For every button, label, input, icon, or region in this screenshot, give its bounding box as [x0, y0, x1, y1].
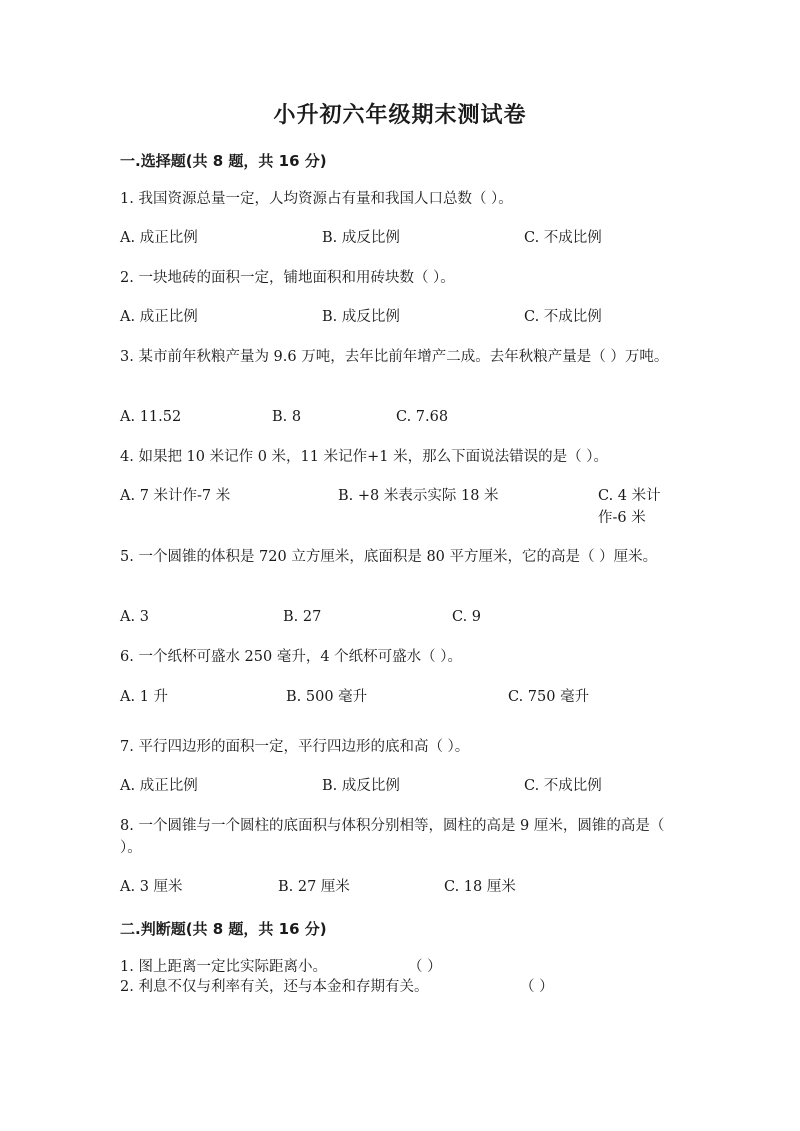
- question-3-option-a: A. 11.52: [120, 409, 182, 425]
- question-6-option-a: A. 1 升: [120, 689, 169, 705]
- question-3-stem: 3. 某市前年秋粮产量为 9.6 万吨，去年比前年增产二成。去年秋粮产量是（ ）万吨。: [120, 349, 669, 365]
- judgment-1-stem: 1. 图上距离一定比实际距离小。: [120, 959, 327, 975]
- question-7-option-a: A. 成正比例: [120, 778, 198, 794]
- question-6-stem: 6. 一个纸杯可盛水 250 毫升，4 个纸杯可盛水（ ）。: [120, 649, 463, 665]
- question-2-option-c: C. 不成比例: [524, 309, 602, 325]
- judgment-2-blank: （ ）: [520, 979, 554, 995]
- question-8-stem: 8. 一个圆锥与一个圆柱的底面积与体积分别相等，圆柱的高是 9 厘米，圆锥的高是（ ）。: [120, 818, 665, 856]
- question-1-option-c: C. 不成比例: [524, 230, 602, 246]
- question-2-stem: 2. 一块地砖的面积一定，铺地面积和用砖块数（ ）。: [120, 270, 455, 286]
- page-title: 小升初六年级期末测试卷: [273, 102, 527, 128]
- question-5-option-a: A. 3: [120, 609, 149, 625]
- question-5-option-c: C. 9: [452, 609, 482, 625]
- question-8-option-b: B. 27 厘米: [278, 879, 350, 895]
- question-2-option-b: B. 成反比例: [322, 309, 400, 325]
- judgment-2-stem: 2. 利息不仅与利率有关，还与本金和存期有关。: [120, 979, 429, 995]
- section-heading-judgment: 二.判断题(共 8 题，共 16 分): [120, 920, 327, 938]
- judgment-1-blank: （ ）: [408, 959, 442, 975]
- question-6-option-c: C. 750 毫升: [508, 689, 590, 705]
- question-8-option-c: C. 18 厘米: [444, 879, 516, 895]
- question-4-option-b: B. +8 米表示实际 18 米: [338, 488, 499, 504]
- question-1-option-a: A. 成正比例: [120, 230, 198, 246]
- question-7-option-c: C. 不成比例: [524, 778, 602, 794]
- question-8-option-a: A. 3 厘米: [120, 879, 183, 895]
- section-heading-choice: 一.选择题(共 8 题，共 16 分): [120, 152, 327, 170]
- question-6-option-b: B. 500 毫升: [286, 689, 368, 705]
- question-7-option-b: B. 成反比例: [322, 778, 400, 794]
- question-3-option-c: C. 7.68: [396, 409, 449, 425]
- question-4-option-a: A. 7 米计作-7 米: [120, 488, 231, 504]
- question-5-option-b: B. 27: [283, 609, 322, 625]
- question-4-option-c: C. 4 米计作-6 米: [598, 488, 661, 526]
- question-3-option-b: B. 8: [272, 409, 302, 425]
- question-1-stem: 1. 我国资源总量一定，人均资源占有量和我国人口总数（ ）。: [120, 191, 513, 207]
- question-4-stem: 4. 如果把 10 米记作 0 米，11 米记作+1 米，那么下面说法错误的是（ ）。: [120, 449, 608, 465]
- question-7-stem: 7. 平行四边形的面积一定，平行四边形的底和高（ ）。: [120, 739, 470, 755]
- question-2-option-a: A. 成正比例: [120, 309, 198, 325]
- question-5-stem: 5. 一个圆锥的体积是 720 立方厘米，底面积是 80 平方厘米，它的高是（ ）厘米。: [120, 549, 658, 565]
- question-1-option-b: B. 成反比例: [322, 230, 400, 246]
